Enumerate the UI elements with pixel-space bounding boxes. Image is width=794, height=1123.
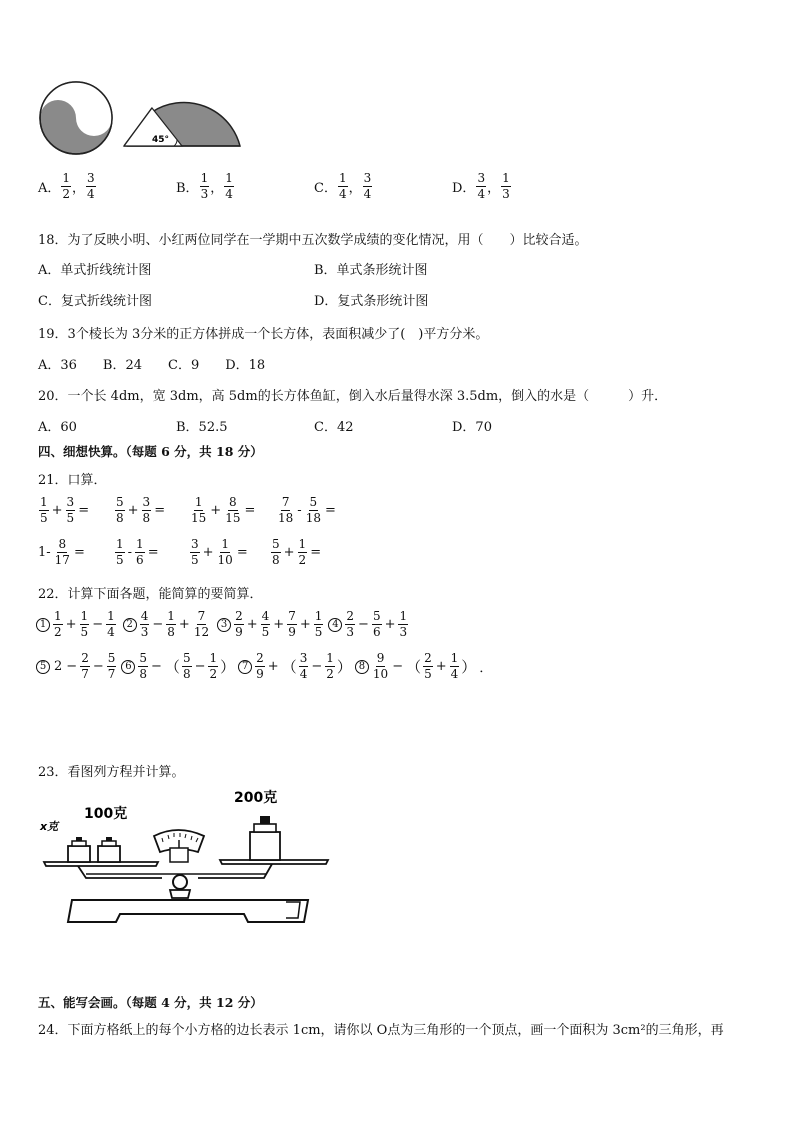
q22-expressions-row1: 1 $\frac{1}{2}$ + $\frac{1}{5}$ − $\frac{1}{4}$ 2 $\frac{4}{3}$ − $\frac{1}{8}$ + $\frac{7}{12}$ 3 $\frac{2}{9}$ + $\frac{4}{5}$ + $\frac{7}{9}$ + $\frac{1}{5}$ 4 $\frac{2}{3}$ − $\frac{5}{6}$ + $\frac{1}{3}$ xyxy=(36,610,409,639)
fraction: $\frac{1}{3}$ xyxy=(200,171,209,201)
q18-option-c[interactable]: C．复式折线统计图 xyxy=(38,294,152,309)
q21-item-6: $\frac{1}{5}$ - $\frac{1}{6}$ = xyxy=(116,537,159,567)
circled-number: 5 xyxy=(36,660,50,674)
circled-number: 8 xyxy=(355,660,369,674)
circled-number: 7 xyxy=(238,660,252,674)
label-100g: 100克 xyxy=(84,806,128,822)
fraction: $\frac{3}{4}$ xyxy=(363,171,372,201)
section5-heading: 五、能写会画。（每题 4 分，共 12 分） xyxy=(38,995,263,1010)
q17-option-d[interactable]: D． $\frac{3}{4}$ ， $\frac{1}{3}$ xyxy=(452,171,510,201)
q19-options[interactable]: A．36 B．24 C．9 D．18 xyxy=(38,358,266,373)
q22-title: 22．计算下面各题，能简算的要简算． xyxy=(38,587,263,602)
q17-option-a[interactable]: A． $\frac{1}{2}$ ， $\frac{3}{4}$ xyxy=(38,171,95,201)
option-letter: C． xyxy=(314,181,337,196)
circled-number: 3 xyxy=(217,618,231,632)
balance-scale-figure xyxy=(38,786,330,926)
q20-option-d[interactable]: D．70 xyxy=(452,420,492,435)
circled-number: 6 xyxy=(121,660,135,674)
q18-option-b[interactable]: B．单式条形统计图 xyxy=(314,263,428,278)
section4-heading: 四、细想快算。（每题 6 分，共 18 分） xyxy=(38,444,263,459)
q20-option-a[interactable]: A．60 xyxy=(38,420,77,435)
fraction: $\frac{1}{4}$ xyxy=(225,171,233,201)
q17-option-c[interactable]: C． $\frac{1}{4}$ ， $\frac{3}{4}$ xyxy=(314,171,372,201)
q21-item-1: $\frac{1}{5}$ + $\frac{3}{5}$ = xyxy=(40,495,90,525)
circled-number: 1 xyxy=(36,618,50,632)
q20-text: 20．一个长 4dm，宽 3dm，高 5dm的长方体鱼缸，倒入水后量得水深 3.5dm，倒入的水是（ ）升． xyxy=(38,389,668,404)
q21-item-5: 1- $\frac{8}{17}$ = xyxy=(38,537,85,567)
circled-number: 4 xyxy=(328,618,342,632)
q18-option-d[interactable]: D．复式条形统计图 xyxy=(314,294,429,309)
option-letter: D． xyxy=(452,181,476,196)
q21-title: 21．口算． xyxy=(38,473,107,488)
label-200g: 200克 xyxy=(234,790,278,806)
q19-text: 19．3个棱长为 3分米的正方体拼成一个长方体，表面积减少了( )平方分米。 xyxy=(38,327,489,342)
q20-option-b[interactable]: B．52.5 xyxy=(176,420,228,435)
fraction: $\frac{1}{2}$ xyxy=(62,171,71,201)
q24-text: 24．下面方格纸上的每个小方格的边长表示 1cm，请你以 O点为三角形的一个顶点，画一个面积为 3cm²的三角形，再 xyxy=(38,1023,724,1038)
q21-item-4: $\frac{7}{18}$ - $\frac{5}{18}$ = xyxy=(278,495,336,525)
q21-item-3: $\frac{1}{15}$ + $\frac{8}{15}$ = xyxy=(191,495,256,525)
q17-option-b[interactable]: B． $\frac{1}{3}$ ， $\frac{1}{4}$ xyxy=(176,171,233,201)
angle-label: 45° xyxy=(152,135,170,145)
q17-figure-circle xyxy=(38,80,116,156)
q21-item-2: $\frac{5}{8}$ + $\frac{3}{8}$ = xyxy=(116,495,166,525)
fraction: $\frac{3}{4}$ xyxy=(87,171,95,201)
fraction: $\frac{3}{4}$ xyxy=(477,171,486,201)
q22-expressions-row2: 5 2 − $\frac{2}{7}$ − $\frac{5}{7}$ 6 $\frac{5}{8}$ − （ $\frac{5}{8}$ − $\frac{1}{2}$ ） 7 $\frac{2}{9}$ + （ $\frac{3}{4}$ − $\frac{1}{2}$ ） 8 $\frac{9}{10}$ − （ $\frac{2}{5}$ + $\frac{1}{4}$ ） ． xyxy=(36,652,494,681)
q17-figure-sector xyxy=(122,84,244,148)
q18-option-a[interactable]: A．单式折线统计图 xyxy=(38,263,152,278)
option-letter: A． xyxy=(38,181,61,196)
q23-title: 23．看图列方程并计算。 xyxy=(38,765,185,780)
circled-number: 2 xyxy=(123,618,137,632)
q21-item-8: $\frac{5}{8}$ + $\frac{1}{2}$ = xyxy=(272,537,322,567)
option-letter: B． xyxy=(176,181,199,196)
label-x-grams: x克 xyxy=(40,820,59,833)
q18-text: 18．为了反映小明、小红两位同学在一学期中五次数学成绩的变化情况，用（ ）比较合适。 xyxy=(38,233,588,248)
fraction: $\frac{1}{4}$ xyxy=(338,171,347,201)
q20-option-c[interactable]: C．42 xyxy=(314,420,354,435)
fraction: $\frac{1}{3}$ xyxy=(502,171,510,201)
q21-item-7: $\frac{3}{5}$ + $\frac{1}{10}$ = xyxy=(191,537,248,567)
